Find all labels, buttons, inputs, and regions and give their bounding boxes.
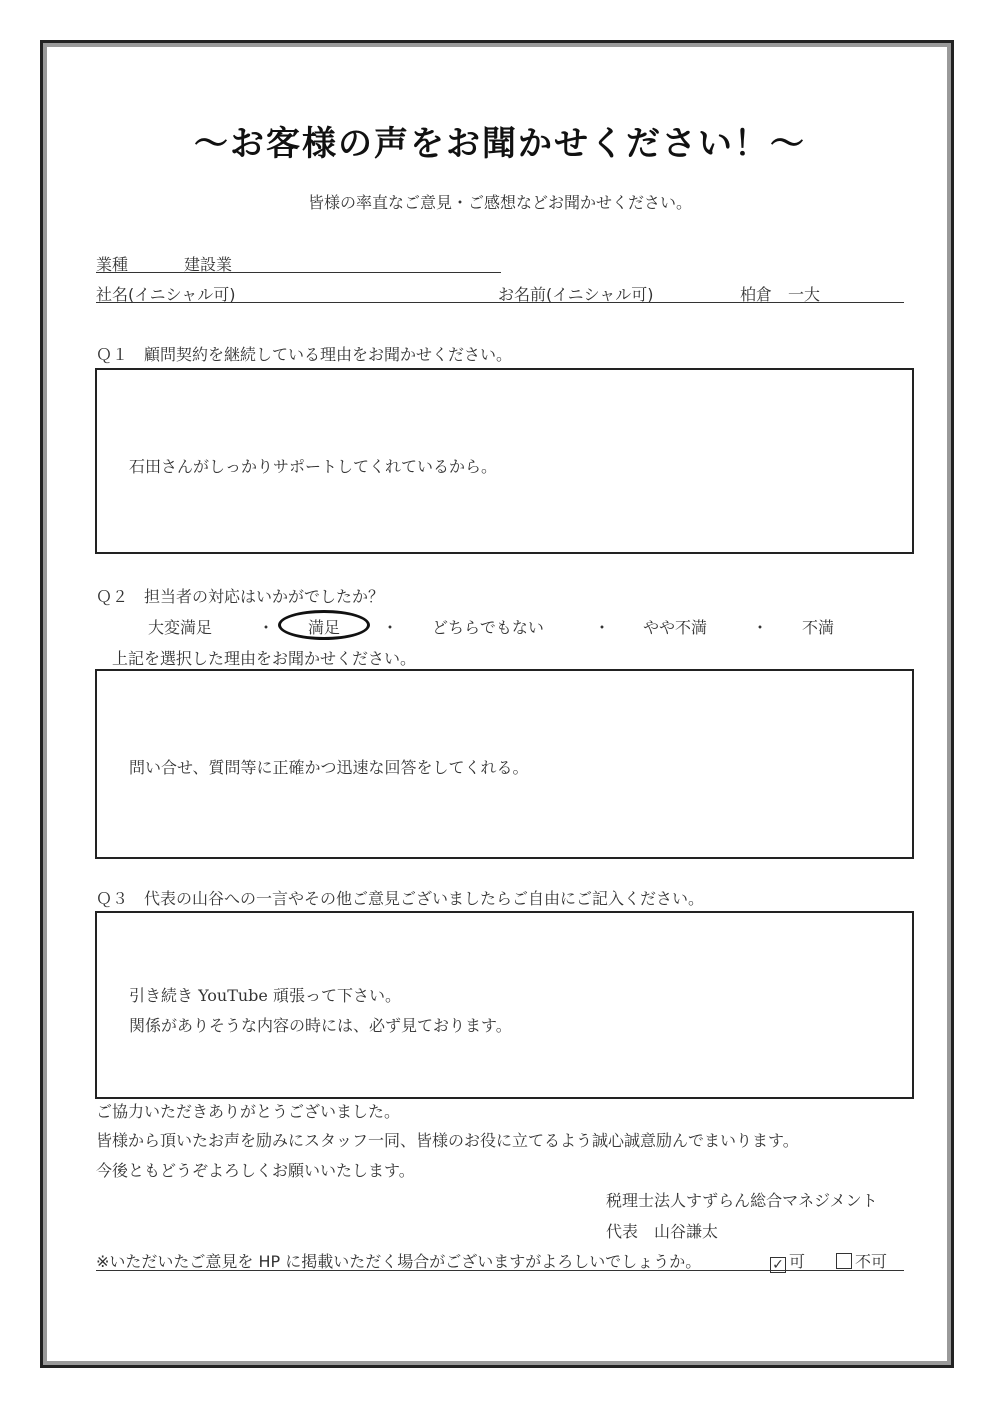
q2-answer: 問い合せ、質問等に正確かつ迅速な回答をしてくれる。 <box>129 758 529 777</box>
q2-option-somewhat-dissatisfied: やや不満 <box>643 618 708 637</box>
q2-separator: ・ <box>258 618 275 637</box>
name-label: お名前(イニシャル可) <box>498 285 654 304</box>
no-checkbox[interactable] <box>836 1253 852 1269</box>
company-name-underline <box>96 302 904 303</box>
consent-question: ※いただいたご意見を HP に掲載いただく場合がございますがよろしいでしょうか。 <box>96 1252 702 1271</box>
page-subtitle: 皆様の率直なご意見・ご感想などお聞かせください。 <box>307 193 692 212</box>
q2-separator: ・ <box>594 618 611 637</box>
closing-line-1: ご協力いただきありがとうございました。 <box>96 1102 401 1121</box>
consent-underline <box>96 1270 904 1271</box>
q3-answer-box <box>95 911 914 1099</box>
q2-label: Ｑ２ 担当者の対応はいかがでしたか？ <box>96 587 385 606</box>
selected-option-circle <box>278 610 370 640</box>
q2-reason-label: 上記を選択した理由をお聞かせください。 <box>112 649 417 668</box>
signature-company: 税理士法人すずらん総合マネジメント <box>606 1191 878 1210</box>
closing-line-3: 今後ともどうぞよろしくお願いいたします。 <box>96 1161 415 1180</box>
q1-answer-box <box>95 368 914 554</box>
name-value: 柏倉 一大 <box>740 285 821 304</box>
company-label: 社名(イニシャル可) <box>96 285 236 304</box>
consent-no[interactable] <box>836 1249 887 1272</box>
industry-underline <box>96 272 501 273</box>
q1-label: Ｑ１ 顧問契約を継続している理由をお聞かせください。 <box>96 345 513 364</box>
q2-option-very-satisfied: 大変満足 <box>148 618 213 637</box>
yes-checkbox[interactable]: ✓ <box>770 1257 786 1273</box>
industry-value: 建設業 <box>184 255 233 274</box>
signature-representative: 代表 山谷謙太 <box>606 1222 719 1241</box>
q2-separator: ・ <box>382 618 399 637</box>
q2-answer-box <box>95 669 914 859</box>
q3-answer-line-2: 関係がありそうな内容の時には、必ず見ております。 <box>129 1016 512 1035</box>
industry-label: 業種 <box>96 255 129 274</box>
q1-answer: 石田さんがしっかりサポートしてくれているから。 <box>129 457 498 476</box>
q2-option-dissatisfied: 不満 <box>802 618 835 637</box>
q2-option-satisfied: 満足 <box>308 618 341 637</box>
no-label: 不可 <box>855 1252 888 1271</box>
q2-option-neutral: どちらでもない <box>432 618 544 637</box>
q2-separator: ・ <box>752 618 769 637</box>
closing-line-2: 皆様から頂いたお声を励みにスタッフ一同、皆様のお役に立てるよう誠心誠意励んでまいります。 <box>96 1131 799 1150</box>
page-title: 〜お客様の声をお聞かせください！〜 <box>194 124 806 164</box>
q3-answer-line-1: 引き続き YouTube 頑張って下さい。 <box>129 986 401 1005</box>
q3-label: Ｑ３ 代表の山谷への一言やその他ご意見ございましたらご自由にご記入ください。 <box>96 889 705 908</box>
yes-label: 可 <box>789 1252 806 1271</box>
